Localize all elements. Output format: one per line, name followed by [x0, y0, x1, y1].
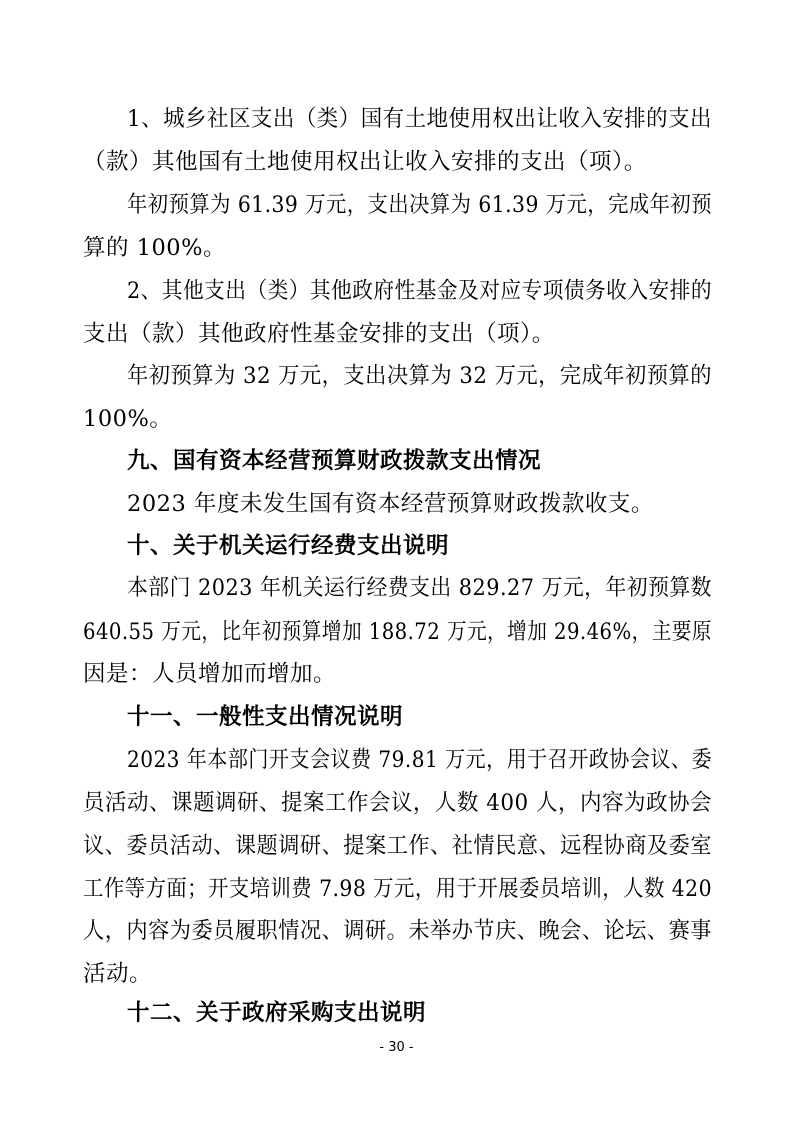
paragraph-line: 支出（款）其他政府性基金安排的支出（项）。: [83, 321, 555, 347]
paragraph-line: 算的 100%。: [83, 235, 226, 261]
paragraph-line: 2、其他支出（类）其他政府性基金及对应专项债务收入安排的: [127, 278, 712, 304]
paragraph-line: 100%。: [83, 406, 173, 432]
paragraph-line: 员活动、课题调研、提案工作会议，人数 400 人，内容为政协会: [83, 790, 712, 816]
paragraph-line: 因是：人员增加而增加。: [83, 661, 337, 687]
paragraph-line: 2023 年度未发生国有资本经营预算财政拨款收支。: [127, 491, 654, 517]
paragraph-line: 活动。: [83, 961, 153, 987]
paragraph-line: 年初预算为 61.39 万元，支出决算为 61.39 万元，完成年初预: [127, 192, 712, 218]
paragraph-line: 2023 年本部门开支会议费 79.81 万元，用于召开政协会议、委: [127, 747, 712, 773]
section-heading: 十二、关于政府采购支出说明: [127, 1000, 427, 1026]
paragraph-line: 640.55 万元，比年初预算增加 188.72 万元，增加 29.46%，主要原: [83, 619, 712, 645]
section-heading: 九、国有资本经营预算财政拨款支出情况: [127, 448, 542, 474]
paragraph-line: 1、城乡社区支出（类）国有土地使用权出让收入安排的支出: [127, 106, 712, 132]
section-heading: 十、关于机关运行经费支出说明: [127, 533, 450, 559]
paragraph-line: 人，内容为委员履职情况、调研。未举办节庆、晚会、论坛、赛事: [83, 918, 712, 944]
paragraph-line: 议、委员活动、课题调研、提案工作、社情民意、远程协商及委室: [83, 833, 712, 859]
paragraph-line: （款）其他国有土地使用权出让收入安排的支出（项）。: [83, 149, 647, 175]
paragraph-line: 本部门 2023 年机关运行经费支出 829.27 万元，年初预算数: [127, 575, 712, 601]
paragraph-line: 工作等方面；开支培训费 7.98 万元，用于开展委员培训，人数 420: [83, 876, 712, 902]
paragraph-line: 年初预算为 32 万元，支出决算为 32 万元，完成年初预算的: [127, 363, 712, 389]
section-heading: 十一、一般性支出情况说明: [127, 704, 404, 730]
page-number: - 30 -: [379, 1040, 414, 1055]
